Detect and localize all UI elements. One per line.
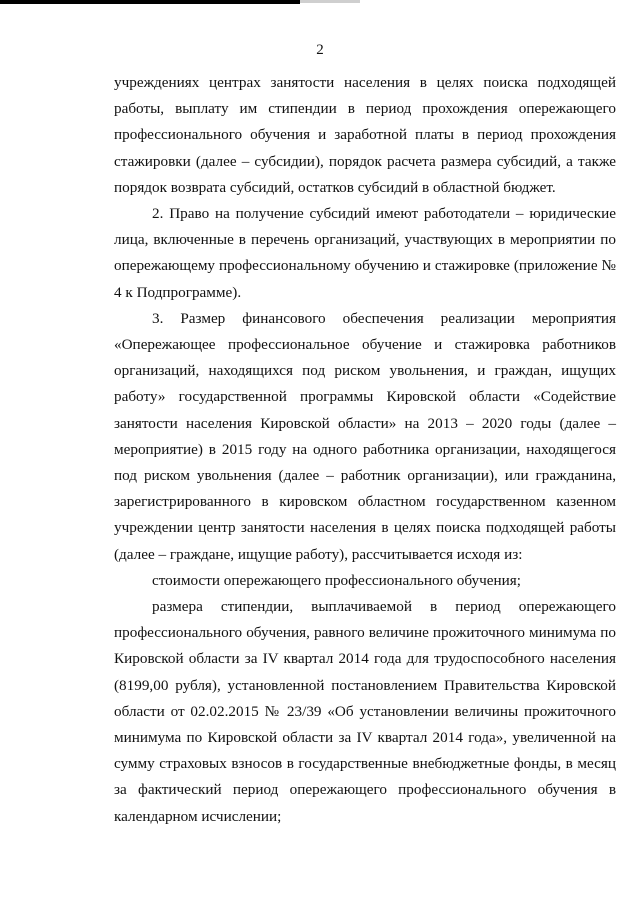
paragraph-stipend-size: размера стипендии, выплачиваемой в период опережающего профессионального обучения, равного величине прожиточного минимума по Кировской области за IV квартал 2014 года для трудоспособного населения (8199,00 рубля), установленной постановлением Правительства Кировской области от 02.02.2015 № 23/39 «Об установлении величины прожиточного минимума по Кировской области за IV квартал 2014 года», увеличенной на сумму страховых взносов в государственные внебюджетные фонды, в месяц за фактический период опережающего профессионального обучения в календарном исчислении; xyxy=(114,598,616,825)
document-body xyxy=(114,70,616,830)
paragraph-continuation: учреждениях центрах занятости населения в целях поиска подходящей работы, выплату им стипендии в период прохождения опережающего профессионального обучения и заработной платы в период прохождения стажировки (далее – субсидии), порядок расчета размера субсидий, а также порядок возврата субсидий, остатков субсидий в областной бюджет. xyxy=(114,74,616,196)
paragraph-item-2: 2. Право на получение субсидий имеют работодатели – юридические лица, включенные в перечень организаций, участвующих в мероприятии по опережающему профессиональному обучению и стажировке (приложение № 4 к Подпрограмме). xyxy=(114,205,616,301)
paragraph-item-3: 3. Размер финансового обеспечения реализации мероприятия «Опережающее профессиональное обучение и стажировка работников организаций, находящихся под риском увольнения, и граждан, ищущих работу» государственной программы Кировской области «Содействие занятости населения Кировской области» на 2013 – 2020 годы (далее – мероприятие) в 2015 году на одного работника организации, находящегося под риском увольнения (далее – работник организации), или гражданина, зарегистрированного в кировском областном государственном казенном учреждении центр занятости населения в целях поиска подходящей работы (далее – граждане, ищущие работу), рассчитывается исходя из: xyxy=(114,309,616,563)
top-scan-border-faint xyxy=(300,0,360,3)
paragraph-cost-training: стоимости опережающего профессионального обучения; xyxy=(152,571,521,589)
page-number: 2 xyxy=(316,42,324,58)
top-scan-border xyxy=(0,0,300,4)
